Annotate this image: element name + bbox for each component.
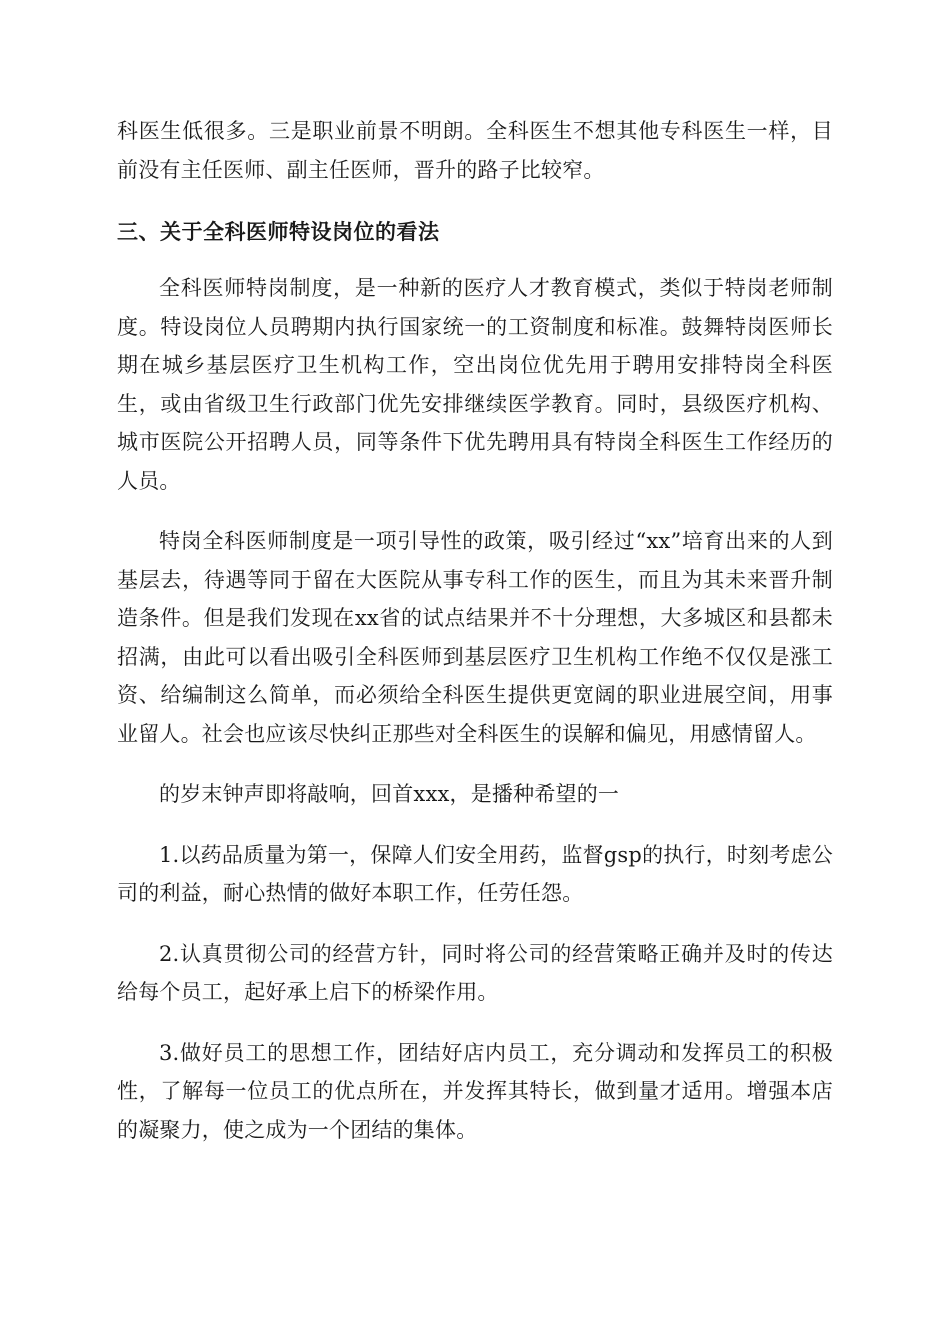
continuation-paragraph: 科医生低很多。三是职业前景不明朗。全科医生不想其他专科医生一样，目前没有主任医师、副主任医师，晋升的路子比较窄。 (117, 119, 833, 182)
document-page (117, 112, 833, 1149)
section-heading: 三、关于全科医师特设岗位的看法 (117, 220, 440, 244)
paragraph-year-end: 的岁末钟声即将敲响，回首xxx，是播种希望的一 (159, 782, 620, 806)
paragraph-guiding-policy: 特岗全科医师制度是一项引导性的政策，吸引经过“xx”培育出来的人到基层去，待遇等同于留在大医院从事专科工作的医生，而且为其未来晋升制造条件。但是我们发现在xx省的试点结果并不十分理想，大多城区和县都未招满，由此可以看出吸引全科医师到基层医疗卫生机构工作绝不仅仅是涨工资、给编制这么简单，而必须给全科医生提供更宽阔的职业进展空间，用事业留人。社会也应该尽快纠正那些对全科医生的误解和偏见，用感情留人。 (117, 529, 833, 746)
list-item-1: 1.以药品质量为第一，保障人们安全用药，监督gsp的执行，时刻考虑公司的利益，耐心热情的做好本职工作，任劳任怨。 (117, 842, 833, 905)
list-item-3: 3.做好员工的思想工作，团结好店内员工，充分调动和发挥员工的积极性，了解每一位员工的优点所在，并发挥其特长，做到量才适用。增强本店的凝聚力，使之成为一个团结的集体。 (117, 1040, 833, 1142)
list-item-2: 2.认真贯彻公司的经营方针，同时将公司的经营策略正确并及时的传达给每个员工，起好承上启下的桥梁作用。 (117, 941, 833, 1004)
paragraph-special-post-system: 全科医师特岗制度，是一种新的医疗人才教育模式，类似于特岗老师制度。特设岗位人员聘期内执行国家统一的工资制度和标准。鼓舞特岗医师长期在城乡基层医疗卫生机构工作，空出岗位优先用于聘用安排特岗全科医生，或由省级卫生行政部门优先安排继续医学教育。同时，县级医疗机构、城市医院公开招聘人员，同等条件下优先聘用具有特岗全科医生工作经历的人员。 (117, 276, 833, 493)
